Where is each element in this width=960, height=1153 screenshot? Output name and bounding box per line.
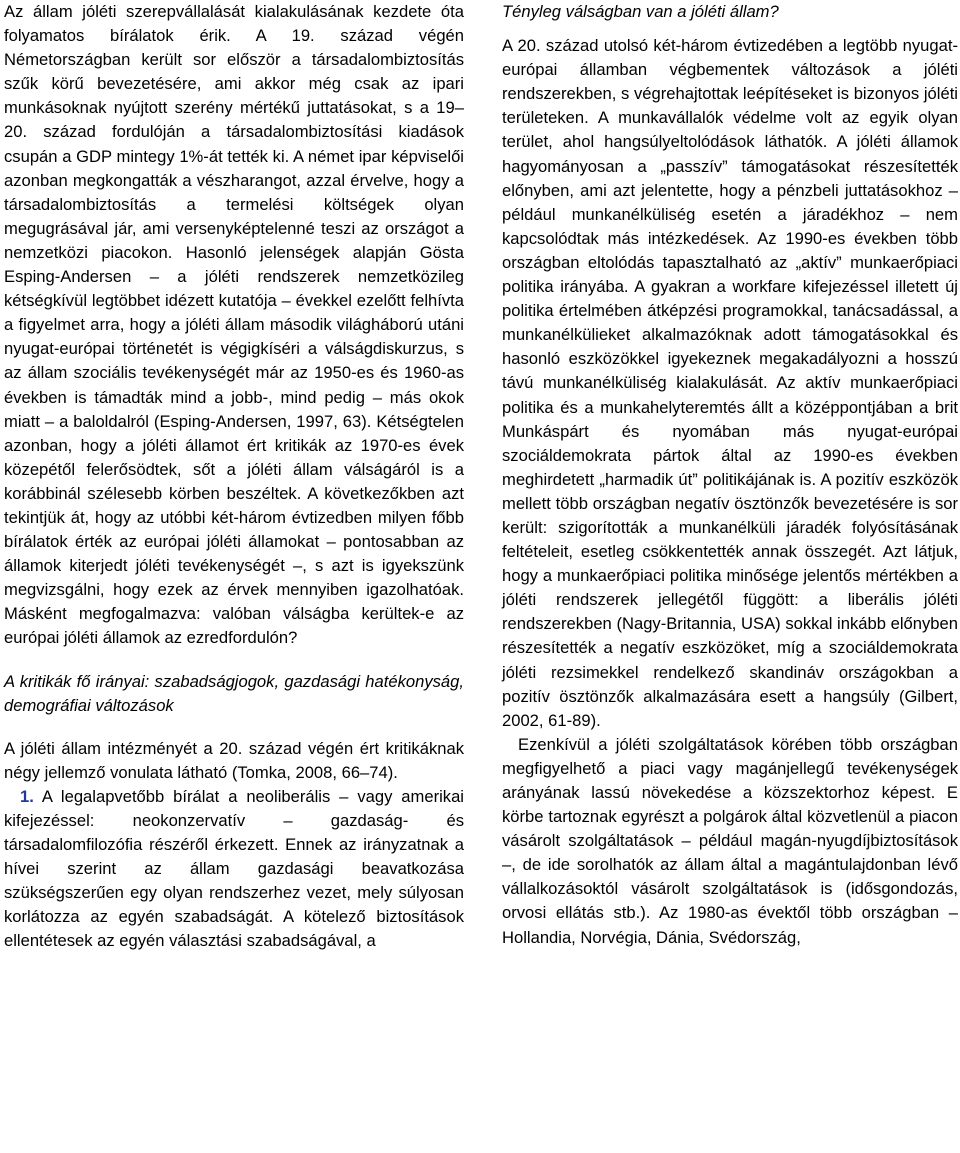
section-heading: A kritikák fő irányai: szabadságjogok, gazdasági hatékonyság, demográfiai változások (4, 671, 464, 715)
criticism-overview-paragraph: A jóléti állam intézményét a 20. század végén ért kritikáknak négy jellemző vonulata látható (Tomka, 2008, 66–74). (4, 738, 464, 782)
spacer (4, 651, 464, 670)
list-number: 1. (20, 786, 34, 806)
question-heading: Tényleg válságban van a jóléti állam? (502, 2, 779, 21)
criticism-item-1 (4, 785, 464, 954)
left-column (4, 0, 464, 954)
spacer (4, 718, 464, 737)
changes-paragraph: A 20. század utolsó két-három évtizedében a legtöbb nyugat-európai államban végbementek változások a jóléti rendszerekben, s végrehajtottak leépítéseket is bizonyos jóléti területeken. A munkavállalók védelme volt az egyik olyan terület, ahol hangsúlyeltolódások láthatók. A jóléti államok hagyományosan a „passzív” támogatásokat részesítették előnyben, ami azt jelentette, hogy a pénzbeli juttatásokhoz – például munkanélküliség esetén a járadékhoz – nem kapcsolódtak más intézkedések. Az 1990-es években több országban eltolódás tapasztalható az „aktív” munkaerőpiaci politika irányába. A gyakran a workfare kifejezéssel illetett új politika értelmében átképzési programokkal, tanácsadással, a munkanélkülieket alkalmazóknak adott támogatásokkal és hasonló eszközökkel igyekeznek megakadályozni a hosszú távú munkanélküliség kialakulását. Az aktív munkaerőpiaci politika és a munkahelyteremtés állt a középpontjában a brit Munkáspárt és nyomában más nyugat-európai szociáldemokrata pártok által az 1990-es években meghirdetett „harmadik út” politikájának is. A pozitív eszközök mellett több országban negatív ösztönzők bevezetésére is sor került: szigorították a munkanélküli járadék folyósításának feltételeit, esetleg csökkentették annak összegét. Azt látjuk, hogy a munkaerőpiaci politika minősége jelentős mértékben a jóléti rendszerek jellegétől függött: a liberális jóléti rendszerekben (Nagy-Britannia, USA) sokkal inkább előnyben részesítették a negatív eszközöket, míg a szociáldemokrata jóléti rezsimekkel rendelkező skandináv országokban a pozitív ösztönzők alkalmazására esett a hangsúly (Gilbert, 2002, 61-89). (502, 36, 958, 730)
criticism-item-1-text: A legalapvetőbb bírálat a neoliberális – vagy amerikai kifejezéssel: neokonzervatív – gazdaság- és társadalomfilozófia részéről érkezett. Ennek az irányzatnak a hívei szerint az állam gazdasági beavatkozása szükségszerűen egy olyan rendszerhez vezet, mely súlyosan korlátozza az egyén szabadságát. A kötelező biztosítások ellentétesek az egyén választási szabadságával, a (4, 786, 464, 951)
intro-paragraph: Az állam jóléti szerepvállalását kialakulásának kezdete óta folyamatos bírálatok érik. A 19. század végén Németországban került sor először a társadalombiztosítás szűk körű bevezetésére, ami akkor még csak az ipari munkásoknak nyújtott szerény mértékű juttatásokat, s a 19–20. század fordulóján a társadalombiztosítási kiadások csupán a GDP mintegy 1%-át tették ki. A német ipar képviselői azonban megkongatták a vészharangot, azzal érvelve, hogy a társadalombiztosítás a termelési költségek olyan megugrásával jár, ami versenyképtelenné teszi az országot a nemzetközi piacokon. Hasonló jelenségek alapján Gösta Esping-Andersen – a jóléti rendszerek nemzetközileg kétségkívül legtöbbet idézett kutatója – évekkel ezelőtt felhívta a figyelmet arra, hogy a jóléti állam második világháború utáni nyugat-európai történetét is végigkíséri a válságdiskurzus, s az állam szociális tevékenységét már az 1950-es és 1960-as években is támadták mind a jobb-, mind pedig – más okok miatt – a baloldalról (Esping-Andersen, 1997, 63). Kétségtelen azonban, hogy a jóléti államot ért kritikák az 1970-es évek közepétől felerősödtek, sőt a jóléti állam válságáról is a korábbinál szélesebb körben beszéltek. A következőkben azt tekintjük át, hogy az utóbbi két-három évtizedben milyen főbb bírálatok érték az európai jóléti államokat – pontosabban az államok kiterjedt jóléti tevékenységét –, s azt is igyekszünk megvizsgálni, hogy ezek az érvek mennyiben igazolhatóak. Másként megfogalmazva: valóban válságba kerültek-e az európai jóléti államok az ezredfordulón? (4, 2, 464, 648)
services-paragraph: Ezenkívül a jóléti szolgáltatások körében több országban megfigyelhető a piaci vagy magánjellegű tevékenységek arányának lassú növekedése a közszektorhoz képest. E körbe tartoznak egyrészt a polgárok által közvetlenül a piacon vásárolt szolgáltatások – például magán-nyugdíjbiztosítások –, de ide sorolhatók az állam által a magántulajdonban lévő vállalkozásoktól vásárolt szolgáltatások is (idősgondozás, orvosi ellátás stb.). Az 1980-as évektől több országban – Hollandia, Norvégia, Dánia, Svédország, (502, 734, 958, 947)
right-column (502, 0, 958, 950)
spacer (502, 24, 958, 34)
